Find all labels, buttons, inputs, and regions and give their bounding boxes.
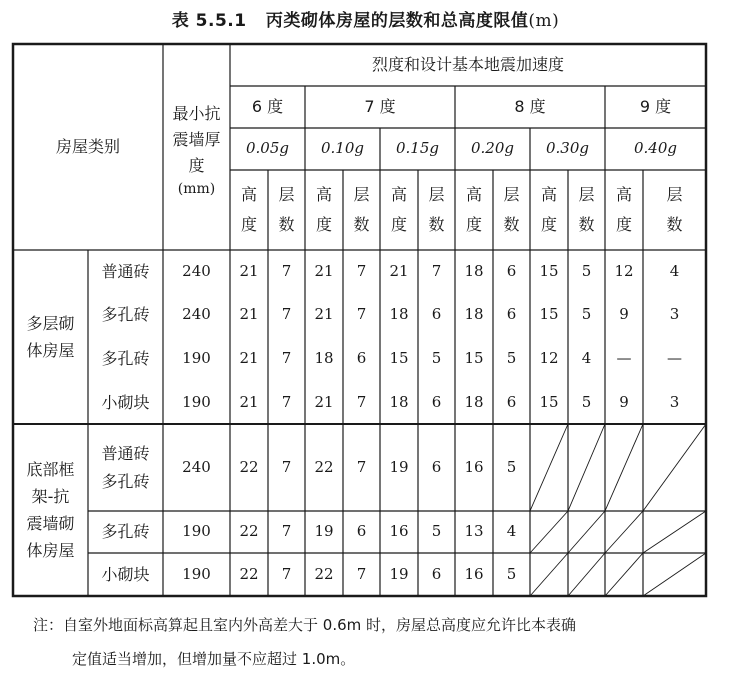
subheader-char: 层 (428, 184, 445, 204)
cell-floors-value: 7 (281, 349, 292, 368)
cell-floors-value: 5 (431, 349, 442, 368)
row-material-type: 普通砖 (101, 261, 150, 281)
cell-floors-value: 6 (431, 305, 442, 324)
cell-floors-value: 5 (506, 349, 517, 368)
row-material-type: 小砌块 (101, 564, 150, 584)
cell-floors-value: 5 (581, 392, 592, 411)
subheader-char: 层 (578, 184, 595, 204)
row-wall-thickness: 240 (182, 457, 211, 476)
subheader-char: 层 (278, 184, 295, 204)
cell-height-value: 21 (314, 261, 334, 280)
subheader-char: 高 (390, 184, 407, 204)
cell-floors-value: 6 (356, 522, 367, 541)
cell-height-value: 13 (464, 522, 484, 541)
group-name-line: 架-抗 (31, 486, 70, 506)
cell-height-value: 21 (239, 349, 259, 368)
subheader-char: 高 (615, 184, 632, 204)
header-intensity-group-label: 烈度和设计基本地震加速度 (371, 54, 564, 74)
cell-height-value: 21 (239, 305, 259, 324)
cell-floors-value: 7 (356, 392, 367, 411)
subheader-char: 数 (278, 215, 295, 234)
cell-height-value: 9 (619, 305, 629, 324)
cell-height-value: 19 (389, 457, 409, 476)
subheader-char: 数 (578, 215, 595, 234)
cell-height-value: 18 (464, 261, 484, 280)
cell-height-value: 21 (239, 392, 259, 411)
cell-height-value: 21 (314, 305, 334, 324)
cell-floors-value: 7 (431, 261, 442, 280)
cell-height-value: 22 (314, 457, 334, 476)
subheader-char: 度 (615, 215, 632, 234)
group-name-line: 体房屋 (26, 341, 75, 360)
table-number: 表 5.5.1 (171, 11, 247, 31)
material-line: 多孔砖 (101, 471, 150, 491)
cell-height-value: 21 (314, 392, 334, 411)
cell-height-value: 18 (314, 349, 334, 368)
cell-floors-value: 4 (581, 349, 592, 368)
group-name-line: 多层砌 (26, 313, 75, 333)
subheader-char: 层 (503, 184, 520, 204)
cell-height-value: 18 (464, 305, 484, 324)
cell-floors-value: 7 (281, 305, 292, 324)
accel-label: 0.10g (320, 139, 364, 158)
cell-height-value: 15 (539, 392, 559, 411)
intensity-8-label: 8 度 (514, 96, 546, 116)
subheader-char: 层 (353, 184, 370, 204)
material-line: 普通砖 (101, 444, 150, 464)
cell-floors-value: 7 (281, 564, 292, 583)
header-thickness-line2: 震墙厚 (172, 130, 221, 149)
row-wall-thickness: 190 (182, 349, 211, 368)
cell-height-value: 15 (464, 349, 484, 368)
cell-height-value: 15 (539, 261, 559, 280)
cell-floors-value: 5 (581, 305, 592, 324)
subheader-char: 高 (240, 184, 257, 204)
header-thickness-line1: 最小抗 (172, 104, 221, 124)
cell-floors-value: 6 (431, 392, 442, 411)
cell-height-value: 22 (239, 522, 259, 541)
table-unit: (m) (528, 11, 560, 31)
cell-floors-value: 7 (281, 261, 292, 280)
accel-label: 0.15g (395, 139, 439, 158)
not-applicable-slashes (530, 424, 706, 596)
cell-floors-value: 6 (431, 564, 442, 583)
table-title-text: 丙类砌体房屋的层数和总高度限值 (265, 11, 529, 31)
cell-height-value: 19 (314, 522, 334, 541)
cell-floors-value: 5 (506, 564, 517, 583)
subheader-char: 层 (666, 184, 683, 204)
row-material-type: 多孔砖 (101, 305, 150, 325)
header-category-label: 房屋类别 (55, 136, 120, 156)
cell-floors-value: 7 (356, 457, 367, 476)
group-name-line: 体房屋 (26, 541, 75, 561)
cell-height-value: 15 (539, 305, 559, 324)
cell-floors-value: 7 (281, 392, 292, 411)
cell-floors-value: 3 (669, 392, 680, 411)
subheader-char: 数 (428, 215, 445, 234)
subheader-char: 高 (465, 184, 482, 204)
cell-height-value: 22 (314, 564, 334, 583)
row-wall-thickness: 190 (182, 392, 211, 411)
cell-floors-value: 3 (669, 305, 680, 324)
cell-floors-value: 5 (506, 457, 517, 476)
cell-floors-value: 6 (356, 349, 367, 368)
cell-height-value: 18 (389, 392, 409, 411)
row-material-type: 小砌块 (101, 392, 150, 412)
subheader-char: 度 (240, 215, 257, 234)
row-wall-thickness: 240 (182, 261, 211, 280)
subheader-char: 数 (353, 215, 370, 234)
cell-floors-value: 4 (669, 261, 680, 280)
cell-height-value: 21 (389, 261, 409, 280)
cell-floors-value: 7 (356, 305, 367, 324)
subheader-char: 高 (540, 184, 557, 204)
cell-height-value: 18 (389, 305, 409, 324)
intensity-9-label: 9 度 (639, 96, 672, 116)
cell-height-value: 16 (464, 457, 484, 476)
cell-floors-value: 6 (506, 261, 517, 280)
cell-floors-value: 5 (431, 522, 442, 541)
row-wall-thickness: 190 (182, 522, 211, 541)
cell-height-value: 18 (464, 392, 484, 411)
cell-height-value: 16 (464, 564, 484, 583)
row-wall-thickness: 190 (182, 564, 211, 583)
cell-floors-value: 4 (506, 522, 517, 541)
accel-label: 0.20g (470, 139, 514, 158)
cell-height-value: 12 (539, 349, 559, 368)
footnote-line-1: 注：自室外地面标高算起且室内外高差大于 0.6m 时，房屋总高度应允许比本表确 (33, 616, 577, 634)
subheader-char: 度 (390, 215, 407, 234)
cell-height-value: 22 (239, 564, 259, 583)
subheader-char: 度 (315, 215, 332, 234)
footnote-line-2: 定值适当增加，但增加量不应超过 1.0m。 (72, 650, 356, 668)
subheader-char: 数 (666, 215, 683, 234)
cell-height-value: 22 (239, 457, 259, 476)
subheader-char: 度 (465, 215, 482, 234)
cell-floors-value: 7 (281, 522, 292, 541)
cell-height-value: 21 (239, 261, 259, 280)
cell-floors-value: 6 (506, 392, 517, 411)
cell-floors-value: 7 (356, 261, 367, 280)
cell-height-value: 12 (614, 261, 634, 280)
cell-height-value: — (616, 349, 632, 368)
group-name-line: 底部框 (26, 459, 75, 479)
subheader-char: 高 (315, 184, 332, 204)
intensity-6-label: 6 度 (251, 96, 284, 116)
row-material-type: 多孔砖 (101, 349, 150, 369)
cell-height-value: 16 (389, 522, 409, 541)
subheader-char: 度 (540, 215, 557, 234)
cell-height-value: 19 (389, 564, 409, 583)
row-wall-thickness: 240 (182, 305, 211, 324)
cell-floors-value: 6 (431, 457, 442, 476)
cell-floors-value: — (667, 349, 682, 368)
accel-label: 0.40g (633, 139, 677, 158)
accel-label: 0.05g (245, 139, 289, 158)
cell-floors-value: 7 (356, 564, 367, 583)
cell-floors-value: 6 (506, 305, 517, 324)
intensity-7-label: 7 度 (364, 96, 396, 116)
group-name-line: 震墙砌 (26, 514, 75, 533)
subheader-char: 数 (503, 215, 520, 234)
cell-height-value: 9 (619, 392, 629, 411)
header-thickness-unit: (mm) (177, 181, 216, 198)
cell-floors-value: 7 (281, 457, 292, 476)
header-thickness-line3: 度 (188, 155, 205, 175)
accel-label: 0.30g (545, 139, 589, 158)
row-material-type: 多孔砖 (101, 522, 150, 542)
cell-floors-value: 5 (581, 261, 592, 280)
cell-height-value: 15 (389, 349, 409, 368)
